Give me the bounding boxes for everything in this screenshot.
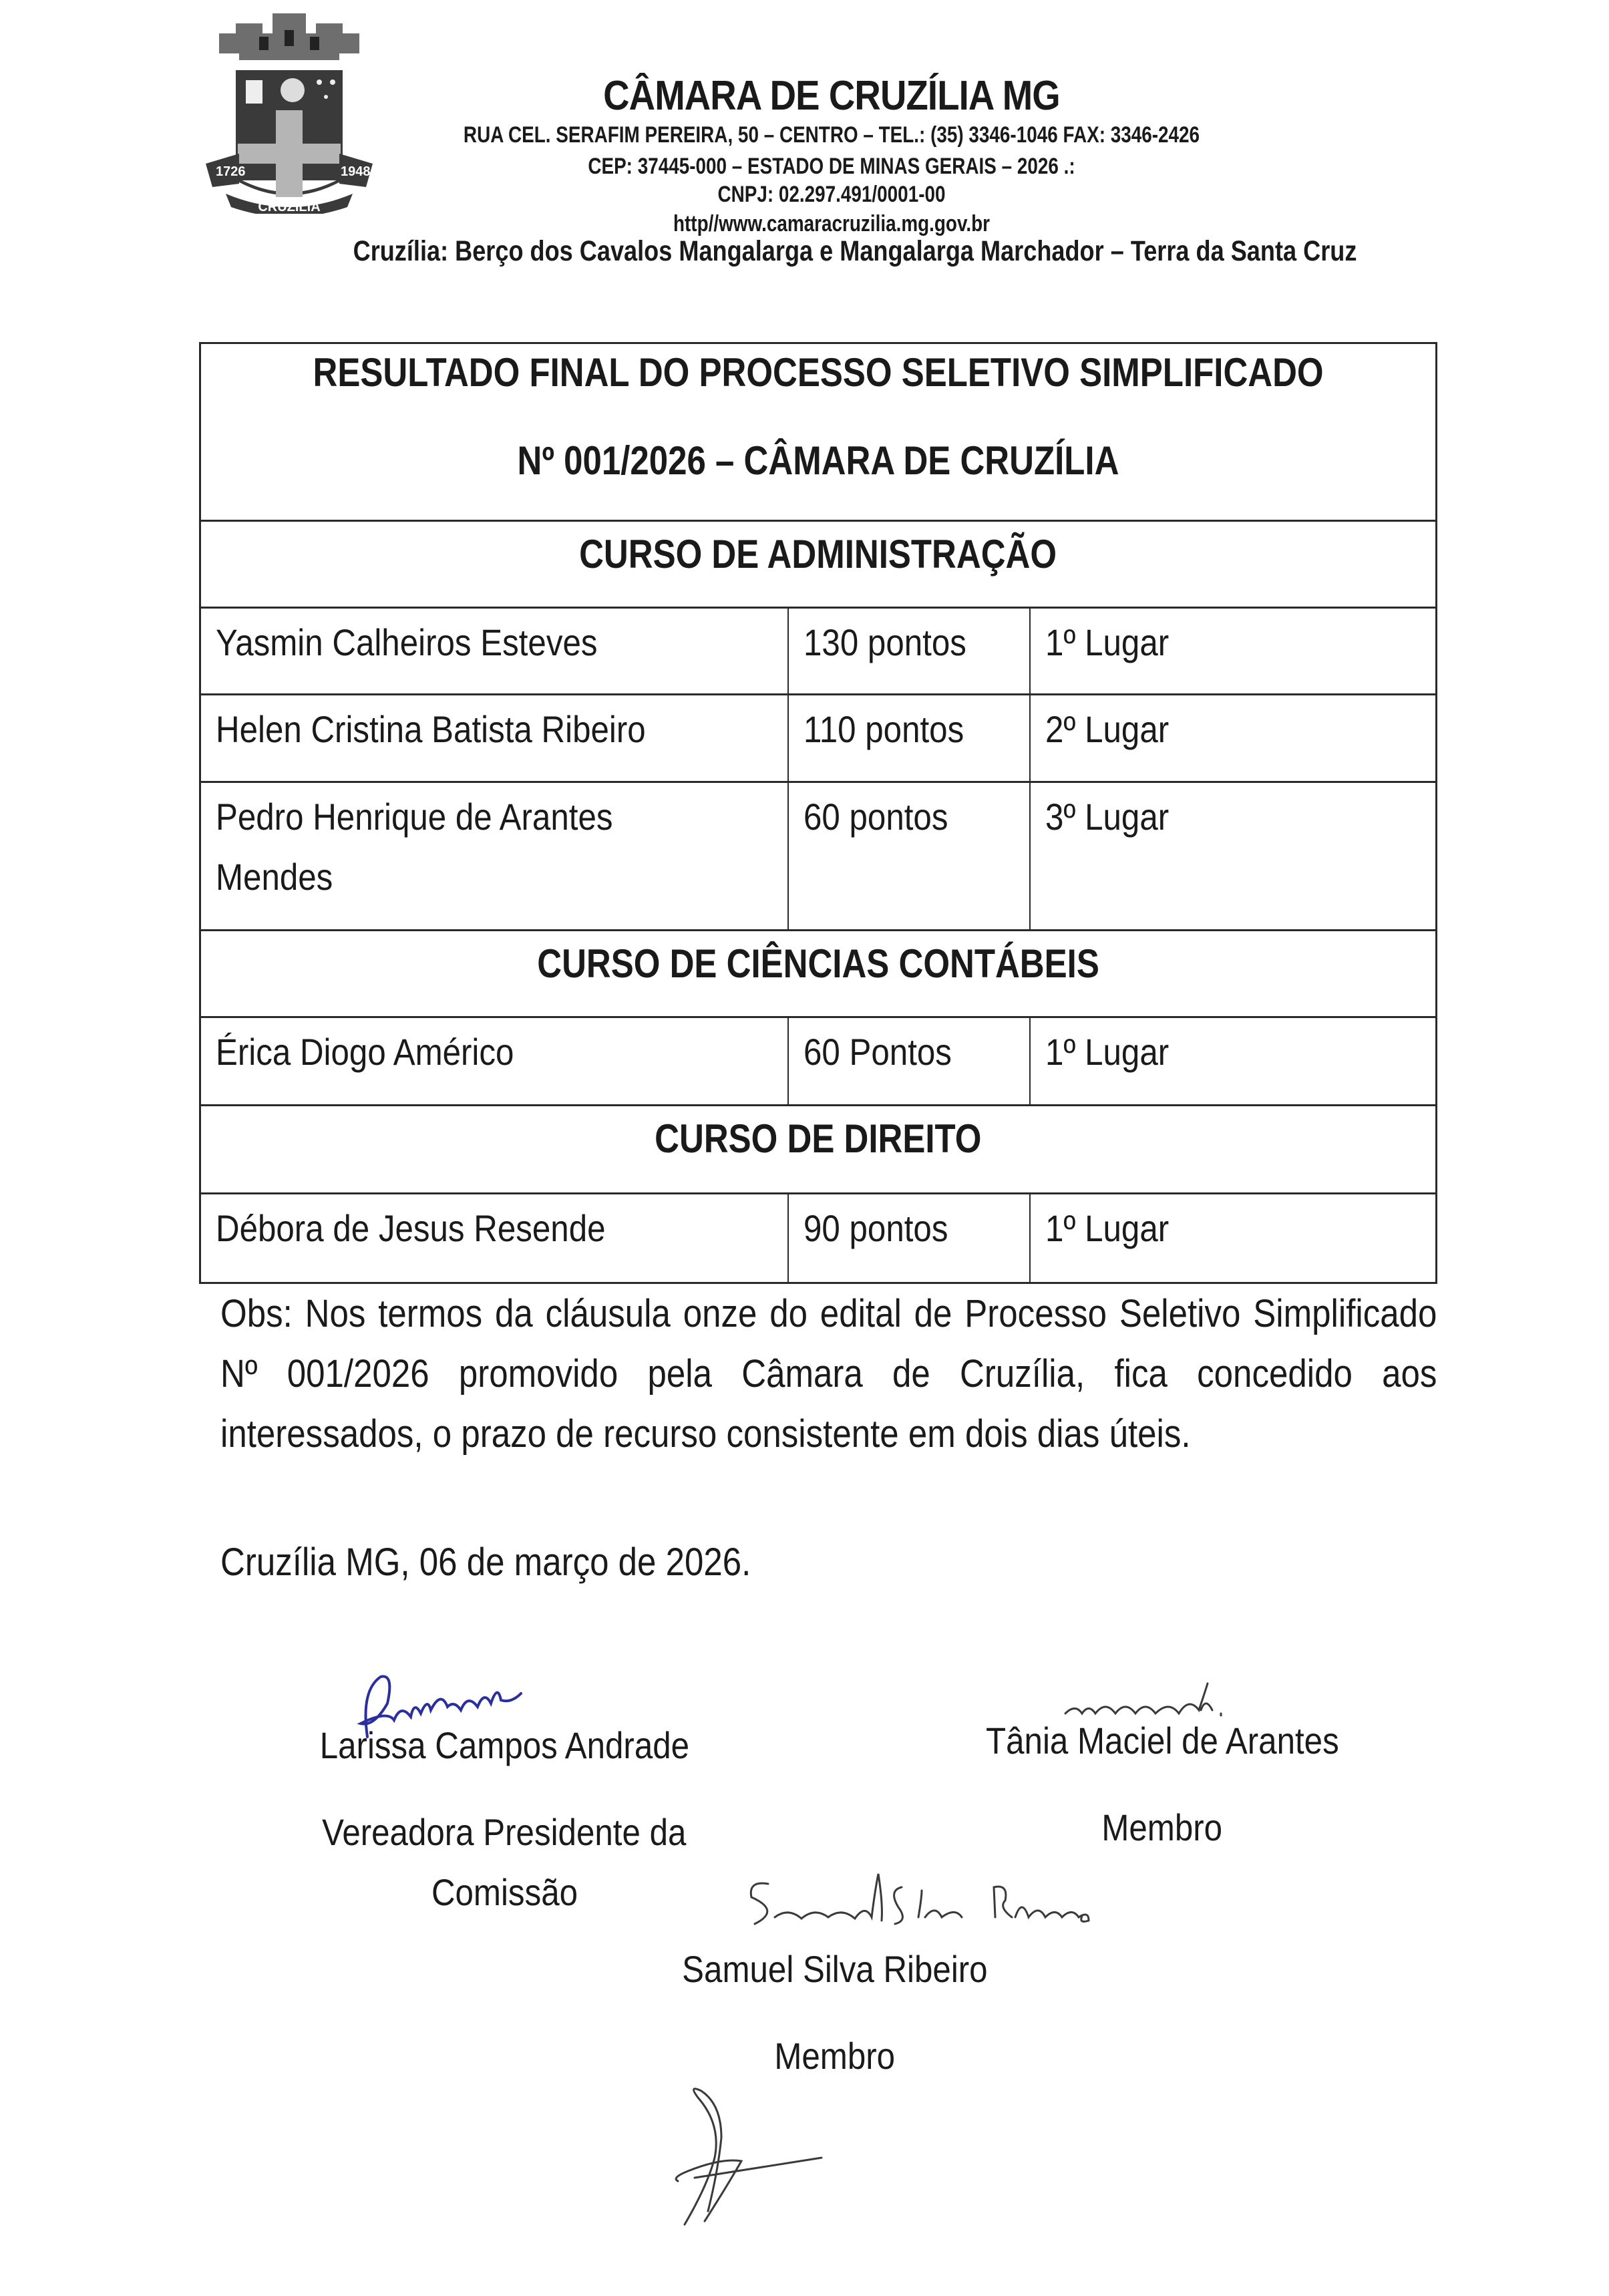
course-header-administracao: CURSO DE ADMINISTRAÇÃO	[201, 520, 1435, 607]
results-table	[199, 342, 1437, 1284]
table-title-line-2: Nº 001/2026 – CÂMARA DE CRUZÍLIA	[517, 438, 1119, 483]
coat-of-arms	[199, 7, 379, 214]
signatory-name-samuel: Samuel Silva Ribeiro	[682, 1948, 988, 1990]
svg-text:CRUZÍLIA: CRUZÍLIA	[258, 200, 321, 214]
observation-paragraph: Obs: Nos termos da cláusula onze do edital de Processo Seletivo Simplificado Nº 001/2026 promovido pela Câmara de Cruzília, fica concedido aos interessados, o prazo de recurso consistente em dois dias úteis.	[220, 1292, 1437, 1456]
table-row	[201, 781, 1435, 929]
candidate-points: 90 pontos	[789, 1194, 1031, 1284]
table-title-row	[201, 344, 1435, 520]
candidate-place: 3º Lugar	[1045, 796, 1170, 838]
institution-cep: CEP: 37445-000 – ESTADO DE MINAS GERAIS – 2026 .:	[588, 154, 1075, 179]
course-header-direito: CURSO DE DIREITO	[201, 1104, 1435, 1192]
signatory-role-larissa-line-1: Vereadora Presidente da	[322, 1811, 687, 1853]
table-title-line-1: RESULTADO FINAL DO PROCESSO SELETIVO SIMPLIFICADO	[313, 350, 1324, 395]
table-row	[201, 1192, 1435, 1284]
signature-flourish-icon	[668, 2084, 828, 2231]
candidate-points: 130 pontos	[789, 609, 1031, 693]
svg-text:1726: 1726	[216, 164, 246, 179]
candidate-name: Yasmin Calheiros Esteves	[201, 609, 789, 693]
signatory-role-tania: Membro	[1101, 1806, 1223, 1848]
candidate-name: Helen Cristina Batista Ribeiro	[201, 695, 789, 781]
coat-of-arms-icon	[199, 7, 379, 214]
table-row	[201, 607, 1435, 693]
institution-website[interactable]: http//www.camaracruzilia.mg.gov.br	[673, 211, 991, 236]
candidate-name: Débora de Jesus Resende	[201, 1194, 789, 1284]
candidate-points: 60 pontos	[789, 783, 1031, 929]
signatory-name-larissa: Larissa Campos Andrade	[319, 1724, 689, 1766]
signatory-role-larissa-line-2: Comissão	[431, 1871, 578, 1913]
institution-address: RUA CEL. SERAFIM PEREIRA, 50 – CENTRO – TEL.: (35) 3346-1046 FAX: 3346-2426	[463, 122, 1200, 148]
signatory-name-tania: Tânia Maciel de Arantes	[985, 1719, 1339, 1762]
signatory-role-samuel: Membro	[774, 2035, 896, 2077]
institution-motto: Cruzília: Berço dos Cavalos Mangalarga e Mangalarga Marchador – Terra da Santa Cruz	[353, 235, 1357, 267]
candidate-points: 60 Pontos	[789, 1018, 1031, 1104]
table-row	[201, 693, 1435, 781]
candidate-name: Érica Diogo Américo	[201, 1018, 789, 1104]
institution-title: CÂMARA DE CRUZÍLIA MG	[603, 73, 1060, 119]
candidate-place: 2º Lugar	[1045, 708, 1170, 750]
candidate-place: 1º Lugar	[1045, 1031, 1170, 1073]
date-line: Cruzília MG, 06 de março de 2026.	[220, 1540, 751, 1584]
candidate-name: Pedro Henrique de Arantes Mendes	[201, 783, 789, 929]
candidate-place: 1º Lugar	[1045, 621, 1170, 663]
candidate-points: 110 pontos	[789, 695, 1031, 781]
institution-cnpj: CNPJ: 02.297.491/0001-00	[717, 182, 946, 207]
signature-samuel-icon	[741, 1870, 1196, 1944]
course-header-ciencias-contabeis: CURSO DE CIÊNCIAS CONTÁBEIS	[201, 929, 1435, 1016]
svg-text:1948: 1948	[341, 164, 371, 179]
table-row	[201, 1016, 1435, 1104]
candidate-place: 1º Lugar	[1045, 1207, 1170, 1249]
